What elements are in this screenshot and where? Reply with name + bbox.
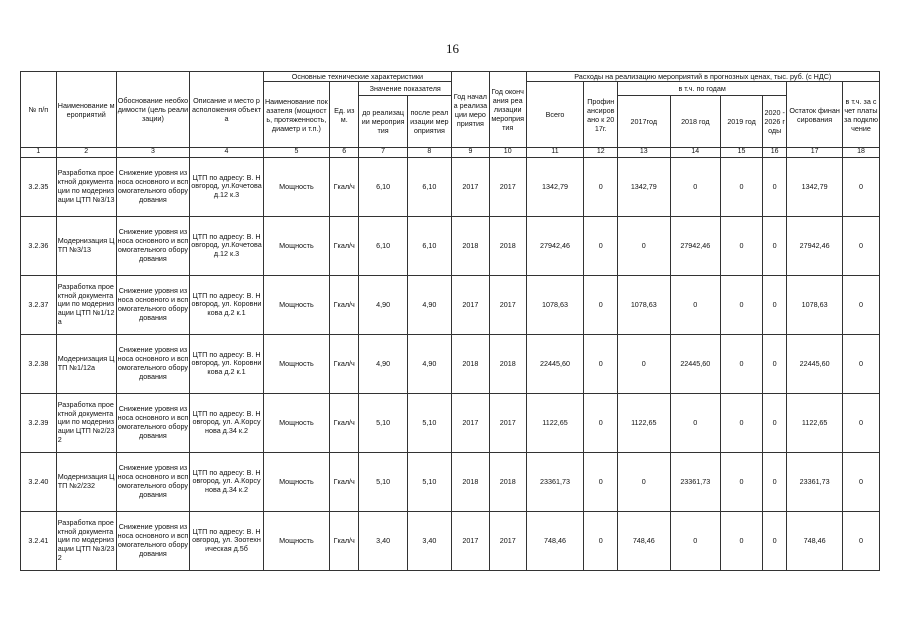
object-location: ЦТП по адресу: В. Новгород, ул. А.Корсунова д.34 к.2 xyxy=(190,452,264,511)
column-number: 2 xyxy=(56,148,116,158)
cost-2020-2026: 0 xyxy=(763,452,787,511)
cost-2019: 0 xyxy=(721,334,763,393)
value-before: 3,40 xyxy=(359,511,407,570)
value-after: 5,10 xyxy=(407,452,451,511)
measure-reason: Снижение уровня износа основного и вспомогательного оборудования xyxy=(116,275,190,334)
header-after: после реализации мероприятия xyxy=(407,96,451,148)
connection-fee: 0 xyxy=(842,393,879,452)
cost-2020-2026: 0 xyxy=(763,275,787,334)
value-before: 5,10 xyxy=(359,452,407,511)
end-year: 2017 xyxy=(489,511,526,570)
cost-2019: 0 xyxy=(721,216,763,275)
value-before: 4,90 xyxy=(359,334,407,393)
connection-fee: 0 xyxy=(842,452,879,511)
header-connection-fee: в т.ч. за счет платы за подключение xyxy=(842,82,879,148)
cost-2020-2026: 0 xyxy=(763,216,787,275)
measure-reason: Снижение уровня износа основного и вспомогательного оборудования xyxy=(116,334,190,393)
value-after: 4,90 xyxy=(407,334,451,393)
cost-2017: 1342,79 xyxy=(618,157,671,216)
cost-2018: 27942,46 xyxy=(670,216,720,275)
connection-fee: 0 xyxy=(842,334,879,393)
start-year: 2017 xyxy=(451,275,489,334)
measure-name: Разработка проектной документации по модернизации ЦТП №3/13 xyxy=(56,157,116,216)
table-row xyxy=(21,452,880,511)
value-after: 6,10 xyxy=(407,157,451,216)
unit: Гкал/ч xyxy=(330,157,359,216)
total-cost: 23361,73 xyxy=(526,452,584,511)
header-end-year: Год окончания реализации мероприятия xyxy=(489,72,526,148)
remaining-financing: 1078,63 xyxy=(787,275,843,334)
total-cost: 1342,79 xyxy=(526,157,584,216)
measure-reason: Снижение уровня износа основного и вспомогательного оборудования xyxy=(116,452,190,511)
total-cost: 1122,65 xyxy=(526,393,584,452)
object-location: ЦТП по адресу: В. Новгород, ул.Кочетова д.12 к.3 xyxy=(190,157,264,216)
cost-2018: 23361,73 xyxy=(670,452,720,511)
column-number: 6 xyxy=(330,148,359,158)
column-number: 16 xyxy=(763,148,787,158)
header-unit: Ед. изм. xyxy=(330,82,359,148)
start-year: 2018 xyxy=(451,334,489,393)
connection-fee: 0 xyxy=(842,157,879,216)
cost-2018: 0 xyxy=(670,157,720,216)
measure-name: Модернизация ЦТП №1/12а xyxy=(56,334,116,393)
total-cost: 27942,46 xyxy=(526,216,584,275)
total-cost: 22445,60 xyxy=(526,334,584,393)
column-number: 7 xyxy=(359,148,407,158)
column-numbers-row xyxy=(21,148,880,158)
table-row xyxy=(21,334,880,393)
indicator-name: Мощность xyxy=(263,216,329,275)
column-number: 9 xyxy=(451,148,489,158)
cost-2018: 0 xyxy=(670,511,720,570)
column-number: 17 xyxy=(787,148,843,158)
end-year: 2017 xyxy=(489,157,526,216)
connection-fee: 0 xyxy=(842,511,879,570)
header-before: до реализации мероприятия xyxy=(359,96,407,148)
measure-reason: Снижение уровня износа основного и вспомогательного оборудования xyxy=(116,157,190,216)
remaining-financing: 1342,79 xyxy=(787,157,843,216)
row-number: 3.2.41 xyxy=(21,511,57,570)
object-location: ЦТП по адресу: В. Новгород, ул. А.Корсунова д.34 к.2 xyxy=(190,393,264,452)
cost-2019: 0 xyxy=(721,157,763,216)
indicator-name: Мощность xyxy=(263,334,329,393)
start-year: 2018 xyxy=(451,216,489,275)
row-number: 3.2.36 xyxy=(21,216,57,275)
connection-fee: 0 xyxy=(842,275,879,334)
page-number: 16 xyxy=(446,41,459,56)
investment-program-table xyxy=(20,71,880,571)
header-indicator-name: Наименование показателя (мощность, протяженность, диаметр и т.п.) xyxy=(263,82,329,148)
column-number: 12 xyxy=(584,148,618,158)
cost-2019: 0 xyxy=(721,452,763,511)
cost-2018: 0 xyxy=(670,393,720,452)
end-year: 2017 xyxy=(489,393,526,452)
value-after: 5,10 xyxy=(407,393,451,452)
value-before: 4,90 xyxy=(359,275,407,334)
column-number: 15 xyxy=(721,148,763,158)
cost-2017: 1122,65 xyxy=(618,393,671,452)
financed-before-2017: 0 xyxy=(584,393,618,452)
table-row xyxy=(21,157,880,216)
start-year: 2017 xyxy=(451,393,489,452)
table-row xyxy=(21,511,880,570)
unit: Гкал/ч xyxy=(330,511,359,570)
financed-before-2017: 0 xyxy=(584,511,618,570)
header-place: Описание и место расположения объекта xyxy=(190,72,264,148)
cost-2020-2026: 0 xyxy=(763,393,787,452)
remaining-financing: 23361,73 xyxy=(787,452,843,511)
financed-before-2017: 0 xyxy=(584,452,618,511)
connection-fee: 0 xyxy=(842,216,879,275)
measure-name: Модернизация ЦТП №3/13 xyxy=(56,216,116,275)
indicator-name: Мощность xyxy=(263,157,329,216)
table-row xyxy=(21,275,880,334)
measure-name: Разработка проектной документации по модернизации ЦТП №1/12а xyxy=(56,275,116,334)
column-number: 4 xyxy=(190,148,264,158)
remaining-financing: 22445,60 xyxy=(787,334,843,393)
measure-name: Модернизация ЦТП №2/232 xyxy=(56,452,116,511)
table-row xyxy=(21,216,880,275)
remaining-financing: 748,46 xyxy=(787,511,843,570)
value-after: 4,90 xyxy=(407,275,451,334)
cost-2017: 748,46 xyxy=(618,511,671,570)
header-remaining: Остаток финансирования xyxy=(787,82,843,148)
remaining-financing: 27942,46 xyxy=(787,216,843,275)
cost-2018: 22445,60 xyxy=(670,334,720,393)
header-year-2020-2026: 2020 - 2026 годы xyxy=(763,96,787,148)
cost-2020-2026: 0 xyxy=(763,334,787,393)
measure-reason: Снижение уровня износа основного и вспомогательного оборудования xyxy=(116,216,190,275)
financed-before-2017: 0 xyxy=(584,275,618,334)
header-num: № п/п xyxy=(21,72,57,148)
measure-reason: Снижение уровня износа основного и вспомогательного оборудования xyxy=(116,511,190,570)
cost-2020-2026: 0 xyxy=(763,511,787,570)
header-by-years: в т.ч. по годам xyxy=(618,82,787,96)
column-number: 14 xyxy=(670,148,720,158)
value-before: 6,10 xyxy=(359,157,407,216)
start-year: 2018 xyxy=(451,452,489,511)
column-number: 13 xyxy=(618,148,671,158)
header-expense-group: Расходы на реализацию мероприятий в прогнозных ценах, тыс. руб. (с НДС) xyxy=(526,72,879,82)
unit: Гкал/ч xyxy=(330,275,359,334)
column-number: 5 xyxy=(263,148,329,158)
column-number: 8 xyxy=(407,148,451,158)
indicator-name: Мощность xyxy=(263,452,329,511)
end-year: 2018 xyxy=(489,452,526,511)
row-number: 3.2.39 xyxy=(21,393,57,452)
cost-2019: 0 xyxy=(721,393,763,452)
row-number: 3.2.40 xyxy=(21,452,57,511)
header-year-2017: 2017год xyxy=(618,96,671,148)
unit: Гкал/ч xyxy=(330,452,359,511)
header-total: Всего xyxy=(526,82,584,148)
total-cost: 748,46 xyxy=(526,511,584,570)
cost-2019: 0 xyxy=(721,275,763,334)
column-number: 3 xyxy=(116,148,190,158)
financed-before-2017: 0 xyxy=(584,216,618,275)
start-year: 2017 xyxy=(451,511,489,570)
measure-name: Разработка проектной документации по модернизации ЦТП №2/232 xyxy=(56,393,116,452)
end-year: 2018 xyxy=(489,216,526,275)
row-number: 3.2.38 xyxy=(21,334,57,393)
indicator-name: Мощность xyxy=(263,275,329,334)
indicator-name: Мощность xyxy=(263,393,329,452)
unit: Гкал/ч xyxy=(330,334,359,393)
table-row xyxy=(21,393,880,452)
cost-2017: 0 xyxy=(618,452,671,511)
unit: Гкал/ч xyxy=(330,216,359,275)
total-cost: 1078,63 xyxy=(526,275,584,334)
header-year-2019: 2019 год xyxy=(721,96,763,148)
header-name: Наименование мероприятий xyxy=(56,72,116,148)
start-year: 2017 xyxy=(451,157,489,216)
value-after: 3,40 xyxy=(407,511,451,570)
header-tech-group: Основные технические характеристики xyxy=(263,72,451,82)
financed-before-2017: 0 xyxy=(584,157,618,216)
cost-2020-2026: 0 xyxy=(763,157,787,216)
measure-reason: Снижение уровня износа основного и вспомогательного оборудования xyxy=(116,393,190,452)
header-year-2018: 2018 год xyxy=(670,96,720,148)
header-financed: Профинансировано к 2017г. xyxy=(584,82,618,148)
indicator-name: Мощность xyxy=(263,511,329,570)
remaining-financing: 1122,65 xyxy=(787,393,843,452)
unit: Гкал/ч xyxy=(330,393,359,452)
financed-before-2017: 0 xyxy=(584,334,618,393)
object-location: ЦТП по адресу: В. Новгород, ул. Коровникова д.2 к.1 xyxy=(190,275,264,334)
header-start-year: Год начала реализации мероприятия xyxy=(451,72,489,148)
column-number: 1 xyxy=(21,148,57,158)
value-after: 6,10 xyxy=(407,216,451,275)
object-location: ЦТП по адресу: В. Новгород, ул.Кочетова д.12 к.3 xyxy=(190,216,264,275)
row-number: 3.2.37 xyxy=(21,275,57,334)
header-value-group: Значение показателя xyxy=(359,82,452,96)
column-number: 11 xyxy=(526,148,584,158)
cost-2017: 0 xyxy=(618,216,671,275)
object-location: ЦТП по адресу: В. Новгород, ул. Коровникова д.2 к.1 xyxy=(190,334,264,393)
cost-2017: 1078,63 xyxy=(618,275,671,334)
cost-2018: 0 xyxy=(670,275,720,334)
end-year: 2017 xyxy=(489,275,526,334)
measure-name: Разработка проектной документации по модернизации ЦТП №3/232 xyxy=(56,511,116,570)
column-number: 18 xyxy=(842,148,879,158)
cost-2017: 0 xyxy=(618,334,671,393)
cost-2019: 0 xyxy=(721,511,763,570)
value-before: 5,10 xyxy=(359,393,407,452)
header-reason: Обоснование необходимости (цель реализации) xyxy=(116,72,190,148)
row-number: 3.2.35 xyxy=(21,157,57,216)
object-location: ЦТП по адресу: В. Новгород, ул. Зоотехническая д.5б xyxy=(190,511,264,570)
value-before: 6,10 xyxy=(359,216,407,275)
end-year: 2018 xyxy=(489,334,526,393)
column-number: 10 xyxy=(489,148,526,158)
